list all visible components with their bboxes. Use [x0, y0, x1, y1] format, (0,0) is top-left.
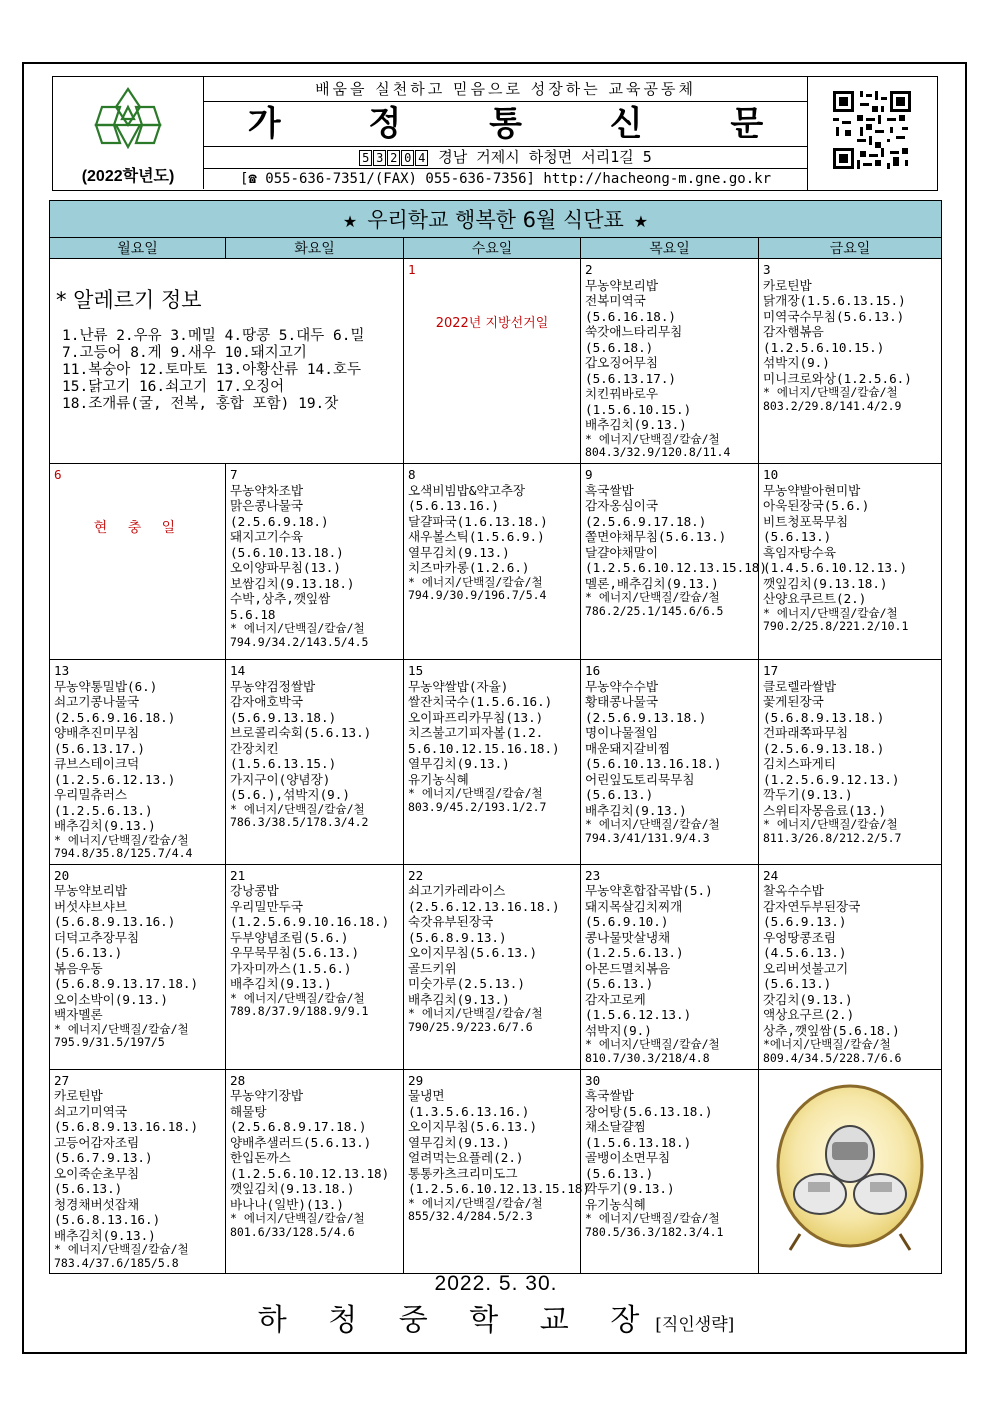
menu-item: 더덕고추장무침	[54, 929, 140, 945]
nutrition-info: 811.3/26.8/212.2/5.7	[763, 830, 902, 845]
menu-item: (5.6.8.9.13.17.18.)	[54, 976, 199, 991]
day-cell	[50, 1069, 226, 1274]
menu-item: 쌀잔치국수(1.5.6.16.)	[408, 694, 553, 709]
menu-item: 김치스파게티	[763, 756, 836, 771]
menu-item: (5.6.9.13.)	[763, 914, 847, 929]
menu-item: (5.6.9.10.)	[585, 914, 669, 929]
day-number: 14	[230, 663, 246, 678]
menu-item: 채소달걀찜	[585, 1119, 646, 1134]
day-cell	[581, 259, 759, 464]
day-number: 16	[585, 663, 601, 678]
menu-item: 브로콜리숙회(5.6.13.)	[230, 725, 372, 740]
nutrition-info: 803.9/45.2/193.1/2.7	[408, 799, 547, 814]
nutrition-info: * 에너지/단백질/칼슘/철	[230, 801, 365, 816]
menu-item: 배추김치(9.13.)	[54, 818, 156, 833]
menu-item: 꽃게된장국	[763, 694, 824, 709]
menu-item: 산양요쿠르트(2.)	[763, 591, 867, 606]
menu-item: 배추김치(9.13.)	[585, 802, 687, 818]
menu-item: 찰옥수수밥	[763, 883, 824, 898]
day-number: 29	[408, 1072, 424, 1088]
menu-item: 감자햄볶음	[763, 324, 824, 339]
day-number: 21	[230, 867, 246, 883]
day-number: 6	[54, 467, 62, 482]
page-title: 가 정 통 신 문	[204, 102, 807, 147]
nutrition-info: 794.9/34.2/143.5/4.5	[230, 634, 369, 649]
menu-item: 큐브스테이크덕	[54, 756, 140, 771]
nutrition-info: * 에너지/단백질/칼슘/철	[54, 832, 189, 847]
menu-item: 무농약검정쌀밥	[230, 678, 316, 694]
menu-item: 5.6.10.12.15.16.18.)	[408, 740, 560, 756]
menu-item: (5.6.13.)	[763, 976, 832, 991]
weekday-header: 수요일	[404, 238, 581, 259]
nutrition-info: * 에너지/단백질/칼슘/철	[408, 1195, 543, 1210]
nutrition-info: * 에너지/단백질/칼슘/철	[585, 1211, 720, 1225]
day-cell	[226, 660, 404, 865]
menu-item: (5.6.7.9.13.)	[54, 1150, 153, 1165]
menu-item: 양배추진미무침	[54, 725, 140, 740]
weekday-header-row	[50, 238, 942, 259]
menu-item: 오이죽순초무침	[54, 1165, 140, 1181]
menu-item: 쇠고기콩나물국	[54, 694, 140, 709]
menu-item: 열무김치(9.13.)	[408, 756, 510, 771]
day-cell	[759, 864, 942, 1069]
menu-item: (1.5.6.12.13.)	[585, 1007, 692, 1022]
menu-item: (1.4.5.6.10.12.13.)	[763, 560, 908, 575]
menu-item: 강낭콩밥	[230, 883, 279, 898]
menu-item: 백자멜론	[54, 1007, 103, 1022]
menu-item: 카로틴밥	[54, 1088, 103, 1103]
menu-item: 배추김치(9.13.)	[54, 1227, 156, 1243]
menu-title-bar	[50, 201, 942, 238]
menu-item: 청경채버섯잡채	[54, 1196, 140, 1212]
day-cell	[759, 660, 942, 865]
menu-item: 갑오징어무침	[585, 355, 658, 370]
menu-item: 아욱된장국(5.6.)	[763, 498, 870, 513]
nutrition-info: * 에너지/단백질/칼슘/철	[585, 590, 720, 604]
menu-item: 치즈마카롱(1.2.6.)	[408, 560, 530, 575]
menu-item: 장어탕(5.6.13.18.)	[585, 1103, 713, 1119]
day-cell	[581, 864, 759, 1069]
menu-item: 무농약기장밥	[230, 1088, 303, 1103]
nutrition-info: 855/32.4/284.5/2.3	[408, 1209, 533, 1223]
menu-item: 통통카츠크리미도그	[408, 1165, 518, 1181]
menu-item: (1.2.5.6.12.13.)	[54, 771, 176, 787]
nutrition-info: * 에너지/단백질/칼슘/철	[230, 1211, 365, 1225]
menu-item: (2.5.6.9.13.18.)	[585, 709, 707, 725]
menu-item: 양배추샐러드(5.6.13.)	[230, 1134, 372, 1150]
menu-item: 오이양파무침(13.)	[230, 560, 341, 575]
menu-item: 맑은콩나물국	[230, 498, 303, 513]
school-contact: [☎ 055-636-7351/(FAX) 055-636-7356] http://hacheong-m.gne.go.kr	[239, 171, 771, 187]
menu-item: 가지구이(양념장)	[230, 771, 331, 787]
menu-item: (2.5.6.9.18.)	[230, 513, 329, 529]
nutrition-info: * 에너지/단백질/칼슘/철	[763, 817, 898, 831]
menu-item: (5.6.10.13.16.18.)	[585, 756, 722, 771]
day-number: 9	[585, 467, 593, 482]
day-cell	[404, 864, 581, 1069]
menu-item: 깻잎김치(9.13.18.)	[230, 1181, 355, 1196]
postal-code: 5 3 2 0 4	[359, 148, 429, 166]
nutrition-info: 795.9/31.5/197/5	[54, 1035, 165, 1049]
allergy-line: 1.난류 2.우유 3.메밀 4.땅콩 5.대두 6.밀	[62, 328, 365, 344]
menu-item: (1.5.6.10.15.)	[585, 401, 692, 417]
allergy-info-cell	[50, 259, 404, 464]
holiday-label: 2022년 지방선거일	[435, 315, 549, 331]
nutrition-info: 786.3/38.5/178.3/4.2	[230, 815, 369, 829]
menu-item: 황태콩나물국	[585, 694, 658, 709]
menu-item: (2.5.6.9.13.18.)	[763, 740, 885, 756]
day-cell	[404, 660, 581, 865]
nutrition-info: * 에너지/단백질/칼슘/철	[585, 431, 720, 446]
menu-item: (2.5.6.9.17.18.)	[585, 513, 707, 529]
qr-code-cell	[808, 76, 938, 191]
nutrition-info: 789.8/37.9/188.9/9.1	[230, 1004, 369, 1018]
menu-item: (5.6.13.16.)	[408, 498, 499, 513]
nutrition-info: 786.2/25.1/145.6/6.5	[585, 603, 724, 618]
day-cell	[50, 864, 226, 1069]
menu-item: 우무묵무침(5.6.13.)	[230, 945, 360, 960]
header-box	[52, 76, 808, 191]
menu-item: 열무김치(9.13.)	[408, 1134, 510, 1150]
menu-item: 쇠고기미역국	[54, 1103, 127, 1119]
nutrition-info: * 에너지/단백질/칼슘/철	[230, 621, 365, 635]
menu-item: (5.6.9.13.18.)	[230, 709, 337, 725]
nutrition-info: 801.6/33/128.5/4.6	[230, 1224, 355, 1239]
menu-item: 미니크로와상(1.2.5.6.)	[763, 370, 912, 386]
menu-item: 유기농식혜	[585, 1196, 646, 1212]
school-logo-cell	[53, 77, 204, 189]
menu-item: (5.6.13.)	[763, 529, 832, 544]
menu-item: 5.6.18	[230, 606, 276, 622]
allergy-line: 15.닭고기 16.쇠고기 17.오징어	[62, 379, 285, 395]
menu-item: 무농약보리밥	[585, 277, 658, 293]
menu-item: 흑임자탕수육	[763, 544, 836, 560]
day-cell	[759, 259, 942, 464]
nutrition-info: * 에너지/단백질/칼슘/철	[408, 574, 543, 589]
day-cell	[759, 464, 942, 660]
menu-item: (5.6.8.9.13.18.)	[763, 709, 885, 725]
menu-item: (5.6.16.18.)	[585, 308, 676, 324]
menu-item: 콩나물맛살냉채	[585, 929, 671, 945]
weekday-header: 월요일	[50, 238, 226, 259]
menu-item: (1.2.5.6.9.12.13.)	[763, 771, 900, 787]
weekday-header: 금요일	[759, 238, 942, 259]
menu-item: 무농약발아현미밥	[763, 482, 861, 498]
menu-title: 우리학교 행복한 6월 식단표	[367, 208, 624, 232]
holiday-label: 현 충 일	[93, 519, 182, 536]
menu-item: (1.2.5.6.10.15.)	[763, 339, 885, 355]
day-number: 23	[585, 867, 601, 883]
menu-item: (2.5.6.8.9.17.18.)	[230, 1119, 367, 1134]
menu-item: 오이파프리카무침(13.)	[408, 709, 544, 725]
day-number: 13	[54, 663, 70, 678]
day-cell	[581, 464, 767, 660]
menu-item: (5.6.13.)	[585, 1165, 654, 1181]
school-emblem-icon	[88, 85, 168, 165]
menu-item: (5.6.13.17.)	[54, 740, 145, 756]
menu-item: (5.6.13.)	[585, 976, 654, 991]
day-number: 17	[763, 663, 779, 678]
menu-item: 무농약쌀밥(자율)	[408, 678, 509, 694]
nutrition-info: 794.3/41/131.9/4.3	[585, 830, 710, 845]
menu-item: 깍두기(9.13.)	[585, 1181, 675, 1196]
menu-item: 간장치킨	[230, 740, 279, 756]
menu-item: 흑국쌀밥	[585, 1088, 634, 1103]
nutrition-info: 794.8/35.8/125.7/4.4	[54, 846, 193, 860]
allergy-line: 18.조개류(굴, 전복, 홍합 포함) 19.잣	[62, 396, 339, 412]
menu-item: 깍두기(9.13.)	[763, 787, 853, 802]
menu-item: (1.2.5.6.13.)	[54, 802, 153, 818]
menu-item: 깻잎김치(9.13.18.)	[763, 575, 888, 591]
menu-item: 쇠고기카레라이스	[408, 883, 506, 898]
menu-item: 감자옹심이국	[585, 498, 658, 513]
menu-item: 오리버섯불고기	[763, 960, 849, 976]
menu-item: 카로틴밥	[763, 277, 812, 293]
day-number: 8	[408, 467, 416, 482]
day-number: 15	[408, 663, 424, 678]
star-icon: ★	[633, 212, 649, 231]
day-cell	[226, 864, 404, 1069]
menu-item: 수박,상추,깻잎쌈	[230, 591, 331, 606]
menu-item: 달걀야채말이	[585, 544, 658, 560]
nutrition-info: * 에너지/단백질/칼슘/철	[585, 1037, 720, 1051]
day-cell	[404, 259, 581, 464]
menu-item: 명이나물절임	[585, 725, 658, 740]
menu-item: 얼려먹는요플레(2.)	[408, 1150, 524, 1165]
qr-code-icon[interactable]	[833, 91, 911, 169]
meal-calendar-table	[49, 200, 942, 1274]
menu-item: 오이소박이(9.13.)	[54, 991, 168, 1007]
day-number: 28	[230, 1072, 246, 1088]
menu-item: 배추김치(9.13.)	[230, 976, 332, 991]
menu-item: 비트청포묵무침	[763, 513, 849, 529]
nutrition-info: * 에너지/단백질/칼슘/철	[54, 1021, 189, 1036]
menu-item: 치즈불고기피자볼(1.2.	[408, 725, 544, 740]
menu-item: (5.6.8.9.13.)	[408, 929, 507, 945]
menu-item: (1.3.5.6.13.16.)	[408, 1103, 530, 1119]
menu-item: 가자미까스(1.5.6.)	[230, 960, 352, 976]
day-number: 7	[230, 467, 238, 482]
menu-item: 새우볼스틱(1.5.6.9.)	[408, 529, 545, 544]
menu-item: 갓김치(9.13.)	[763, 991, 853, 1007]
menu-item: 클로렐라쌀밥	[763, 678, 836, 694]
day-number: 22	[408, 867, 424, 883]
menu-item: (5.6.8.9.13.16.)	[54, 914, 176, 929]
menu-item: 섞박지(9.)	[585, 1022, 652, 1038]
menu-item: (1.2.5.6.9.10.16.18.)	[230, 914, 390, 929]
day-cell	[404, 1069, 590, 1274]
nutrition-info: 794.9/30.9/196.7/5.4	[408, 588, 547, 602]
menu-item: 감자연두부된장국	[763, 898, 861, 914]
menu-item: 고등어감자조림	[54, 1134, 140, 1150]
day-cell	[581, 660, 759, 865]
menu-item: 액상요구르(2.)	[763, 1007, 855, 1022]
menu-item: 바나나(일반)(13.)	[230, 1196, 344, 1212]
menu-item: (5.6.8.13.16.)	[54, 1212, 161, 1227]
principal-signature: 하 청 중 학 교 장[직인생략]	[257, 1303, 735, 1338]
menu-item: 돼지고기수육	[230, 529, 303, 544]
menu-item: 버섯샤브샤브	[54, 898, 127, 914]
menu-item: 쑥갓애느타리무침	[585, 324, 683, 339]
menu-item: 배추김치(9.13.)	[585, 417, 687, 432]
day-number: 30	[585, 1072, 601, 1088]
menu-item: (1.2.5.6.13.)	[585, 945, 684, 960]
menu-item: (5.6.13.)	[54, 945, 123, 960]
school-address: 5 3 2 0 4 경남 거제시 하청면 서리1길 5	[204, 147, 807, 169]
day-cell	[404, 464, 581, 660]
day-cell	[226, 464, 404, 660]
chef-illustration-icon	[770, 1084, 930, 1254]
day-number: 10	[763, 467, 779, 482]
menu-item: (1.2.5.6.10.12.13.15.18)	[408, 1181, 590, 1196]
menu-item: 유기농식혜	[408, 771, 469, 787]
menu-item: 미역국수무침(5.6.13.)	[763, 308, 905, 324]
menu-item: 쫄면야채무침(5.6.13.)	[585, 529, 727, 544]
menu-item: 스위티자몽음료(13.)	[763, 802, 887, 818]
menu-item: (5.6.10.13.18.)	[230, 544, 344, 560]
menu-item: 배추김치(9.13.)	[408, 991, 510, 1007]
menu-item: 건파래쪽파무침	[763, 725, 849, 740]
menu-item: 우리밀만두국	[230, 898, 303, 914]
menu-item: 골드키위	[408, 960, 457, 976]
day-number: 27	[54, 1072, 70, 1088]
menu-item: 달걀파국(1.6.13.18.)	[408, 513, 548, 529]
menu-item: (2.5.6.12.13.16.18.)	[408, 898, 560, 914]
day-number: 3	[763, 262, 771, 277]
school-year: (2022학년도)	[81, 168, 175, 185]
menu-item: 무농약통밀밥(6.)	[54, 678, 158, 694]
menu-item: (4.5.6.13.)	[763, 945, 847, 960]
menu-item: 볶음우동	[54, 960, 103, 976]
menu-item: 감자애호박국	[230, 694, 303, 709]
menu-item: 우리밀츄러스	[54, 787, 127, 802]
weekday-header: 화요일	[226, 238, 404, 259]
allergy-line: 7.고등어 8.게 9.새우 10.돼지고기	[62, 345, 307, 361]
nutrition-info: 809.4/34.5/228.7/6.6	[763, 1050, 902, 1065]
menu-item: 돼지목살김치찌개	[585, 898, 683, 914]
menu-item: (1.2.5.6.10.12.13.18)	[230, 1165, 390, 1181]
allergy-line: 11.복숭아 12.토마토 13.아황산류 14.호두	[62, 362, 362, 378]
nutrition-info: * 에너지/단백질/칼슘/철	[230, 990, 365, 1005]
menu-item: 열무김치(9.13.)	[408, 544, 510, 560]
menu-item: 보쌈김치(9.13.18.)	[230, 575, 355, 591]
menu-item: 무농약혼합잡곡밥(5.)	[585, 883, 713, 898]
nutrition-info: * 에너지/단백질/칼슘/철	[408, 786, 543, 800]
nutrition-info: 783.4/37.6/185/5.8	[54, 1255, 179, 1270]
menu-item: 멜론,배추김치(9.13.)	[585, 575, 719, 591]
day-cell	[226, 1069, 404, 1274]
menu-item: 치킨꿔바로우	[585, 386, 658, 401]
menu-item: (5.6.13.)	[585, 787, 654, 802]
star-icon: ★	[342, 212, 358, 231]
day-cell	[50, 660, 226, 865]
menu-item: (1.2.5.6.10.12.13.15.18)	[585, 560, 767, 575]
menu-item: (5.6.13.)	[54, 1181, 123, 1196]
issue-date: 2022. 5. 30.	[434, 1272, 558, 1295]
menu-item: 매운돼지갈비찜	[585, 740, 671, 756]
menu-item: 무농약보리밥	[54, 883, 127, 898]
menu-item: (5.6.13.17.)	[585, 370, 676, 386]
nutrition-info: 804.3/32.9/120.8/11.4	[585, 445, 731, 459]
nutrition-info: *에너지/단백질/칼슘/철	[763, 1037, 891, 1051]
school-motto: 배움을 실천하고 믿음으로 성장하는 교육공동체	[204, 77, 807, 102]
menu-item: 무농약차조밥	[230, 482, 303, 498]
nutrition-info: * 에너지/단백질/칼슘/철	[763, 385, 898, 399]
menu-item: 어린잎도토리묵무침	[585, 771, 695, 787]
nutrition-info: * 에너지/단백질/칼슘/철	[54, 1242, 189, 1256]
menu-item: 닭개장(1.5.6.13.15.)	[763, 293, 906, 308]
seal-note: [직인생략]	[655, 1315, 735, 1335]
weekday-header: 목요일	[581, 238, 759, 259]
illustration-cell	[759, 1069, 942, 1274]
menu-item: 두부양념조림(5.6.)	[230, 929, 349, 945]
menu-item: 전복미역국	[585, 293, 646, 308]
menu-item: 무농약수수밥	[585, 678, 658, 694]
nutrition-info: 790.2/25.8/221.2/10.1	[763, 619, 909, 633]
menu-item: 흑국쌀밥	[585, 482, 634, 498]
menu-item: 한입돈까스	[230, 1150, 291, 1165]
menu-item: 감자고로케	[585, 991, 646, 1007]
menu-item: 골뱅이소면무침	[585, 1150, 671, 1165]
menu-item: 물냉면	[408, 1088, 445, 1103]
menu-item: (1.5.6.13.15.)	[230, 756, 337, 771]
nutrition-info: * 에너지/단백질/칼슘/철	[763, 605, 898, 620]
nutrition-info: 790/25.9/223.6/7.6	[408, 1019, 533, 1034]
menu-item: 아몬드멸치볶음	[585, 960, 671, 976]
menu-item: 오색비빔밥&약고추장	[408, 482, 526, 498]
menu-item: 상추,깻잎쌈(5.6.18.)	[763, 1022, 900, 1038]
day-number: 24	[763, 867, 779, 883]
nutrition-info: 803.2/29.8/141.4/2.9	[763, 398, 902, 413]
day-cell	[50, 464, 226, 660]
menu-item: 섞박지(9.)	[763, 355, 830, 370]
menu-item: 해물탕	[230, 1103, 267, 1119]
day-number: 1	[408, 262, 416, 277]
menu-item: (2.5.6.9.16.18.)	[54, 709, 176, 725]
menu-item: (1.5.6.13.18.)	[585, 1134, 692, 1150]
menu-item: (5.6.8.9.13.16.18.)	[54, 1119, 199, 1134]
day-number: 20	[54, 867, 70, 883]
nutrition-info: 780.5/36.3/182.3/4.1	[585, 1224, 724, 1239]
day-number: 2	[585, 262, 593, 277]
menu-item: 오이지무침(5.6.13.)	[408, 1119, 538, 1134]
day-cell	[581, 1069, 759, 1274]
nutrition-info: * 에너지/단백질/칼슘/철	[408, 1006, 543, 1020]
nutrition-info: * 에너지/단백질/칼슘/철	[585, 817, 720, 831]
menu-item: (5.6.18.)	[585, 339, 654, 355]
menu-item: 숙갓유부된장국	[408, 914, 494, 929]
nutrition-info: 810.7/30.3/218/4.8	[585, 1050, 710, 1065]
menu-item: 우엉땅콩조림	[763, 929, 836, 945]
menu-item: 오이지무침(5.6.13.)	[408, 945, 538, 960]
menu-item: 미숫가루(2.5.13.)	[408, 976, 525, 991]
allergy-title: * 알레르기 정보	[56, 288, 202, 312]
menu-item: (5.6.),섞박지(9.)	[230, 787, 350, 802]
